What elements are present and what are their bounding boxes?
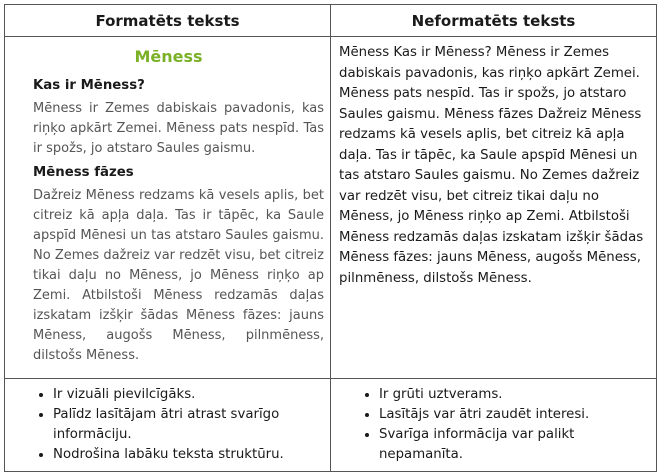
section2-heading: Mēness fāzes bbox=[33, 165, 134, 180]
pros-cell bbox=[5, 379, 331, 472]
comparison-table bbox=[4, 4, 657, 472]
formatted-title: Mēness bbox=[134, 47, 203, 66]
header-unformatted: Neformatēts teksts bbox=[331, 5, 657, 37]
pros-list bbox=[13, 385, 324, 465]
cons-list bbox=[339, 385, 650, 465]
header-row bbox=[5, 5, 657, 37]
content-row bbox=[5, 37, 657, 379]
list-item: • Nodrošina labāku teksta struktūru. bbox=[53, 445, 324, 465]
unformatted-cell bbox=[331, 37, 657, 379]
formatted-cell bbox=[5, 37, 331, 379]
list-row bbox=[5, 379, 657, 472]
section1-heading: Kas ir Mēness? bbox=[33, 78, 145, 93]
list-item: • Ir vizuāli pievilcīgāks. bbox=[53, 385, 324, 405]
header-formatted: Formatēts teksts bbox=[5, 5, 331, 37]
list-item: • Ir grūti uztverams. bbox=[379, 385, 650, 405]
list-item: • Palīdz lasītājam ātri atrast svarīgo informāciju. bbox=[53, 405, 324, 445]
list-item: • Lasītājs var ātri zaudēt interesi. bbox=[379, 405, 650, 425]
section2-text: Dažreiz Mēness redzams kā vesels aplis, bet citreiz kā apļa daļa. Tas ir tāpēc, ka Saule apspīd Mēnesi un tas atstaro Saules gaismu. No Zemes dažreiz var redzēt visu, bet citreiz tikai daļu no Mēness, jo Mēness riņķo ap Zemi. Atbilstoši Mēness redzamās daļas izskatam izšķir šādas Mēness fāzes: jauns Mēness, augošs Mēness, pilnmēness, dilstošs Mēness. bbox=[33, 188, 324, 363]
list-item: • Svarīga informācija var palikt nepamanīta. bbox=[379, 425, 650, 465]
cons-cell bbox=[331, 379, 657, 472]
section1-text: Mēness ir Zemes dabiskais pavadonis, kas riņķo apkārt Zemei. Mēness pats nespīd. Tas ir spožs, jo atstaro Saules gaismu. bbox=[33, 101, 324, 156]
unformatted-text: Mēness Kas ir Mēness? Mēness ir Zemes dabiskais pavadonis, kas riņķo apkārt Zemei. Mēness pats nespīd. Tas ir spožs, jo atstaro Saules gaismu. Mēness fāzes Dažreiz Mēness redzams kā vesels aplis, bet citreiz kā apļa daļa. Tas ir tāpēc, ka Saule apspīd Mēnesi un tas atstaro Saules gaismu. No Zemes dažreiz var redzēt visu, bet citreiz tikai daļu no Mēness, jo Mēness riņķo ap Zemi. Atbilstoši Mēness redzamās daļas izskatam izšķir šādas Mēness fāzes: jauns Mēness, augošs Mēness, pilnmēness, dilstošs Mēness. bbox=[339, 45, 644, 286]
